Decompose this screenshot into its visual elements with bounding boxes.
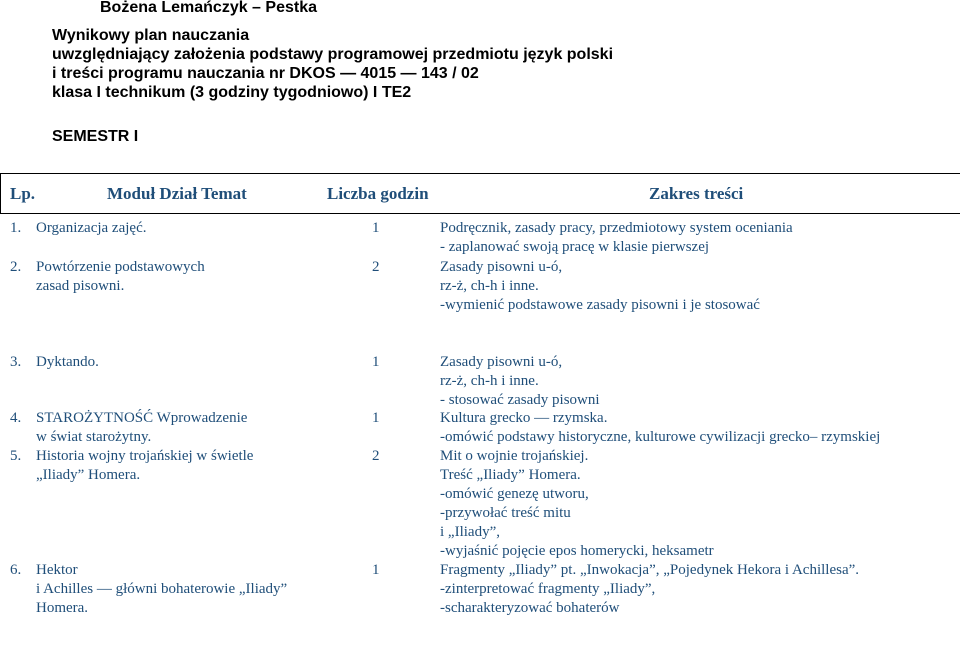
row-content: Zasady pisowni u-ó, rz-ż, ch-h i inne. -wymienić podstawowe zasady pisowni i je stosować bbox=[440, 259, 760, 313]
row-topic: STAROŻYTNOŚĆ Wprowadzenie w świat starożytny. bbox=[36, 410, 248, 445]
row-topic: Organizacja zajęć. bbox=[36, 220, 147, 236]
row-topic: Historia wojny trojańskiej w świetle „Iliady” Homera. bbox=[36, 448, 254, 483]
row-hours: 2 bbox=[372, 259, 380, 275]
header-lp: Lp. bbox=[10, 184, 36, 203]
row-content: Zasady pisowni u-ó, rz-ż, ch-h i inne. - stosować zasady pisowni bbox=[440, 354, 600, 408]
row-content: Podręcznik, zasady pracy, przedmiotowy system oceniania - zaplanować swoją pracę w klasie pierwszej bbox=[440, 220, 793, 255]
row-number: 1. bbox=[10, 220, 22, 236]
title-line: Wynikowy plan nauczania bbox=[52, 27, 250, 44]
row-number: 4. bbox=[10, 410, 22, 426]
row-hours: 1 bbox=[372, 220, 380, 236]
semester-heading: SEMESTR I bbox=[52, 128, 139, 145]
document-title bbox=[52, 26, 613, 102]
row-content: Kultura grecko — rzymska. -omówić podstawy historyczne, kulturowe cywilizacji grecko– rzymskiej bbox=[440, 410, 881, 445]
row-number: 3. bbox=[10, 354, 22, 370]
row-number: 5. bbox=[10, 448, 22, 464]
title-line: uwzględniający założenia podstawy programowej przedmiotu język polski bbox=[52, 46, 614, 63]
row-content: Fragmenty „Iliady” pt. „Inwokacja”, „Pojedynek Hekora i Achillesa”. -zinterpretować fragmenty „Iliady”, -scharakteryzować bohaterów bbox=[440, 562, 860, 616]
row-hours: 1 bbox=[372, 562, 380, 578]
header-scope: Zakres treści bbox=[649, 184, 744, 203]
row-content: Mit o wojnie trojańskiej. Treść „Iliady” Homera. -omówić genezę utworu, -przywołać treść mitu i „Iliady”, -wyjaśnić pojęcie epos homerycki, heksametr bbox=[440, 448, 714, 559]
row-hours: 2 bbox=[372, 448, 380, 464]
title-line: i treści programu nauczania nr DKOS — 4015 — 143 / 02 bbox=[52, 65, 479, 82]
row-topic: Powtórzenie podstawowych zasad pisowni. bbox=[36, 259, 205, 294]
row-hours: 1 bbox=[372, 354, 380, 370]
row-number: 2. bbox=[10, 259, 22, 275]
title-line: klasa I technikum (3 godziny tygodniowo) I TE2 bbox=[52, 84, 412, 101]
header-hours: Liczba godzin bbox=[327, 184, 429, 203]
row-number: 6. bbox=[10, 562, 22, 578]
row-topic: Hektor i Achilles — główni bohaterowie „Iliady” Homera. bbox=[36, 562, 288, 616]
table-header-left-rule bbox=[0, 173, 1, 214]
author-name: Bożena Lemańczyk – Pestka bbox=[100, 0, 317, 16]
table-header-bottom-rule bbox=[0, 213, 960, 214]
header-module: Moduł Dział Temat bbox=[107, 184, 247, 203]
table-header-top-rule bbox=[0, 173, 960, 174]
row-hours: 1 bbox=[372, 410, 380, 426]
row-topic: Dyktando. bbox=[36, 354, 99, 370]
